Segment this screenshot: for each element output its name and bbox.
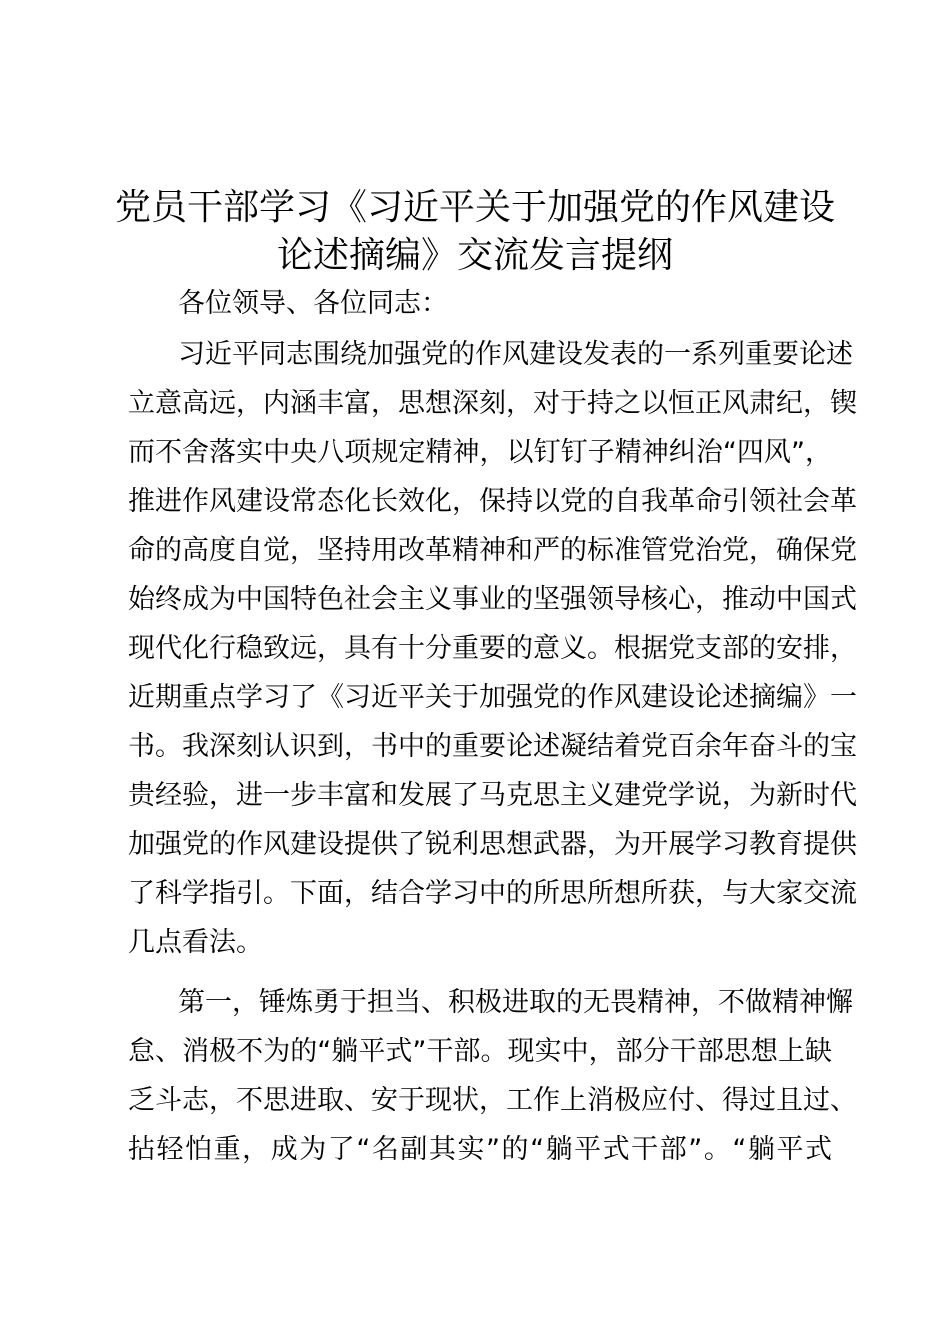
paragraph1-line: 而不舍落实中央八项规定精神，以钉钉子精神纠治“四风”， (128, 437, 832, 468)
paragraph1-line: 推进作风建设常态化长效化，保持以党的自我革命引领社会革 (128, 486, 857, 517)
document-title-line-1: 党员干部学习《习近平关于加强党的作风建设 (114, 187, 835, 228)
paragraph1-line: 习近平同志围绕加强党的作风建设发表的一系列重要论述 (178, 339, 853, 370)
paragraph2-line: 第一，锤炼勇于担当、积极进取的无畏精神，不做精神懈 (178, 987, 853, 1018)
paragraph2-line: 乏斗志，不思进取、安于现状，工作上消极应付、得过且过、 (128, 1085, 857, 1116)
paragraph1-line: 近期重点学习了《习近平关于加强党的作风建设论述摘编》一 (128, 682, 857, 713)
paragraph1-line: 加强党的作风建设提供了锐利思想武器，为开展学习教育提供 (128, 829, 857, 860)
paragraph1-line: 立意高远，内涵丰富，思想深刻，对于持之以恒正风肃纪，锲 (128, 388, 857, 419)
paragraph1-line: 始终成为中国特色社会主义事业的坚强领导核心，推动中国式 (128, 584, 857, 615)
document-title-line-2: 论述摘编》交流发言提纲 (276, 235, 673, 276)
paragraph1-line: 贵经验，进一步丰富和发展了马克思主义建党学说，为新时代 (128, 780, 857, 811)
paragraph1-line: 现代化行稳致远，具有十分重要的意义。根据党支部的安排， (128, 633, 857, 664)
paragraph1-line: 了科学指引。下面，结合学习中的所思所想所获，与大家交流 (128, 878, 857, 909)
paragraph2-line: 怠、消极不为的“躺平式”干部。现实中，部分干部思想上缺 (128, 1036, 832, 1067)
paragraph2-line: 拈轻怕重，成为了“名副其实”的“躺平式干部”。“躺平式 (128, 1134, 832, 1165)
paragraph1-line: 命的高度自觉，坚持用改革精神和严的标准管党治党，确保党 (128, 535, 857, 566)
paragraph1-line: 几点看法。 (128, 927, 263, 958)
paragraph1-line: 书。我深刻认识到，书中的重要论述凝结着党百余年奋斗的宝 (128, 731, 857, 762)
salutation: 各位领导、各位同志： (178, 288, 448, 319)
